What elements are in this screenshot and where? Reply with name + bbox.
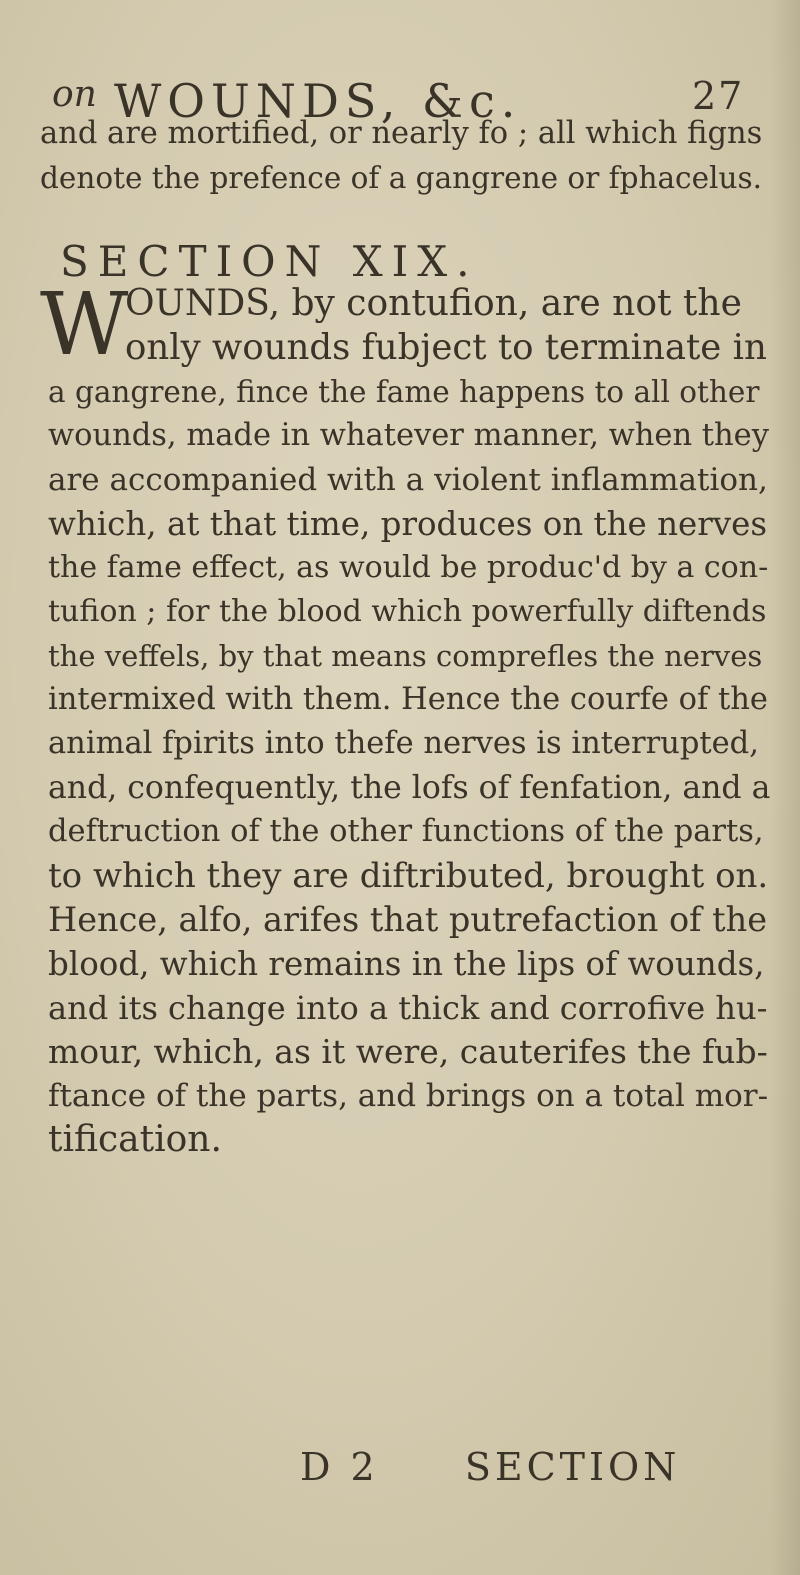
text-line: a gangrene, fince the fame happens to all other	[48, 375, 760, 409]
text-line: denote the prefence of a gangrene or fphacelus.	[40, 161, 762, 195]
text-line: animal fpirits into thefe nerves is interrupted,	[48, 726, 759, 761]
section-heading: SECTION XIX.	[60, 237, 479, 286]
text-line: mour, which, as it were, cauterifes the fub-	[48, 1032, 768, 1071]
text-line: tufion ; for the blood which powerfully diftends	[48, 594, 767, 629]
text-line: Hence, alfo, arifes that putrefaction of the	[48, 900, 768, 939]
text-line: only wounds fubject to terminate in	[125, 327, 767, 368]
header-title: WOUNDS, &c.	[114, 74, 522, 128]
text-line: tification.	[48, 1119, 222, 1160]
page-number: 27	[692, 74, 745, 118]
page-footer	[300, 1445, 680, 1489]
text-line: deftruction of the other functions of the parts,	[48, 814, 764, 849]
signature-mark: D 2	[300, 1445, 379, 1489]
text-line: and are mortified, or nearly fo ; all which figns	[40, 116, 763, 151]
text-line: wounds, made in whatever manner, when they	[48, 418, 769, 453]
text-line: blood, which remains in the lips of wounds,	[48, 945, 765, 983]
text-line: the veffels, by that means comprefles the nerves	[48, 639, 763, 673]
catchword: SECTION	[464, 1445, 681, 1489]
text-line: the fame effect, as would be produc'd by a con-	[48, 550, 769, 585]
text-line: and its change into a thick and corrofive hu-	[48, 989, 768, 1027]
page-edge-shadow	[770, 0, 800, 1575]
header-prefix: on	[52, 74, 97, 115]
text-line: which, at that time, produces on the nerves	[48, 505, 768, 543]
text-line: OUNDS, by contufion, are not the	[125, 283, 742, 324]
text-line: intermixed with them. Hence the courfe of the	[48, 682, 768, 717]
text-line: to which they are diftributed, brought on.	[48, 856, 769, 896]
text-line: are accompanied with a violent inflammation,	[48, 462, 768, 498]
drop-cap: W	[40, 275, 129, 375]
text-line: and, confequently, the lofs of fenfation, and a	[48, 770, 771, 806]
text-line: ftance of the parts, and brings on a total mor-	[48, 1078, 769, 1114]
